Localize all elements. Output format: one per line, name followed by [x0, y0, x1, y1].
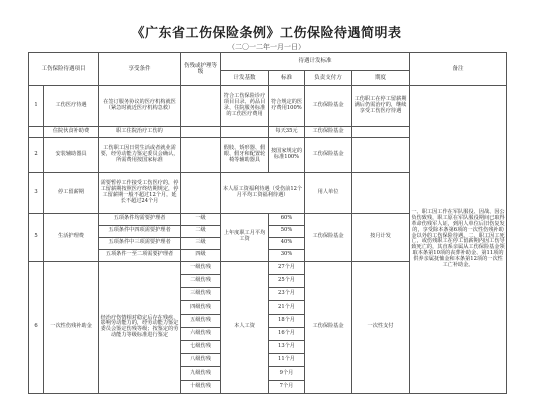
disability-grade: 五级伤残	[181, 314, 221, 327]
benefit-payer: 工伤保险基金	[305, 213, 352, 261]
care-condition: 五项条件均需要护理者	[99, 213, 181, 225]
document-title: 《广东省工伤保险条例》工伤保险待遇简明表	[131, 26, 402, 41]
benefit-rate: 按国家规定的标准100%	[269, 137, 305, 172]
remarks-text: 一、职工因工作在军队服役、因战、因公负伤致残，职工原在军队服役期间已取得革命伤残军人证，到用人单位后旧伤复发的，享受除本条第6项的一次性伤残补助金以外的工伤保险待遇。二、职工因工死亡，或伤残职工在停工留薪期内因工伤导致死亡的，其直系亲属从工伤保险基金领取本条第10项的丧葬补助金、第11项的供养亲属抚恤金和本条第12项的一次性工亡补助金。	[410, 85, 507, 393]
benefit-condition: 需要暂停工作接受工伤医疗的，停工留薪期按照医疗终结期规定，停工留薪期一般不超过12个月，延长不超过24个月	[99, 172, 181, 213]
benefit-condition: 工伤职工因日常生活或者就业需要，经劳动能力鉴定委员会确认，所需费用按国家标准	[99, 137, 181, 172]
benefit-period	[352, 126, 410, 137]
benefit-item: 停工留薪期	[44, 172, 99, 213]
care-grade: 二级	[181, 225, 221, 237]
header-item: 工伤保险待遇项目	[29, 53, 99, 86]
care-grade: 三级	[181, 237, 221, 249]
table-row	[29, 85, 507, 126]
disability-rate: 23个月	[269, 288, 305, 301]
header-period: 期度	[352, 70, 410, 85]
benefit-period: 工伤职工在停工留薪期满后仍需治疗的，继续享受工伤医疗待遇	[352, 85, 410, 126]
benefit-condition: 职工住院治疗工伤的	[99, 126, 181, 137]
benefit-rate: 符合规定的医疗费用100%	[269, 85, 305, 126]
care-rate: 30%	[269, 249, 305, 261]
disability-grade: 七级伤残	[181, 341, 221, 354]
document-date: （二〇一二年一月一日）	[228, 43, 305, 51]
disability-rate: 13个月	[269, 341, 305, 354]
header-conditions: 享受条件	[99, 53, 181, 86]
benefit-rate: 每天35元	[269, 126, 305, 137]
disability-rate: 27个月	[269, 261, 305, 274]
care-rate: 50%	[269, 225, 305, 237]
row-number	[29, 126, 44, 137]
disability-rate: 7个月	[269, 380, 305, 393]
disability-grade: 六级伤残	[181, 327, 221, 340]
benefit-payer: 工伤保险基金	[305, 85, 352, 126]
row-number: 1	[29, 85, 44, 126]
table-body	[29, 53, 507, 394]
benefit-payer: 工伤保险基金	[305, 261, 352, 393]
benefit-item: 住院伙食补助费	[44, 126, 99, 137]
disability-grade: 四级伤残	[181, 301, 221, 314]
benefit-base: 符合工伤保险诊疗项目目录、药品目录、住院服务标准的工伤医疗费用	[221, 85, 269, 126]
disability-rate: 9个月	[269, 367, 305, 380]
header-rate: 标准	[269, 70, 305, 85]
benefit-base: 本人工资	[221, 261, 269, 393]
benefit-grade	[181, 137, 221, 172]
benefit-period	[352, 172, 410, 213]
benefit-item: 一次性伤残补助金	[44, 261, 99, 393]
benefit-condition: 经治疗伤情相对稳定后存在残疾，影响劳动能力的，经劳动能力鉴定委员会鉴定伤残等级；按鉴定的劳动能力等级标准进行鉴定	[99, 261, 181, 393]
benefit-payer: 工伤保险基金	[305, 126, 352, 137]
benefits-table	[28, 52, 507, 394]
benefit-item: 工伤医疗待遇	[44, 85, 99, 126]
care-condition: 五项条件中三项需要护理者	[99, 237, 181, 249]
care-condition: 五项条件中四项需要护理者	[99, 225, 181, 237]
benefit-grade	[181, 126, 221, 137]
row-number: 2	[29, 137, 44, 172]
care-rate: 60%	[269, 213, 305, 225]
header-standard-group: 待遇计发标准	[221, 53, 410, 71]
header-payer: 负责支付方	[305, 70, 352, 85]
row-number: 6	[29, 261, 44, 393]
header-remarks: 备注	[410, 53, 507, 86]
disability-grade: 九级伤残	[181, 367, 221, 380]
care-grade: 一级	[181, 213, 221, 225]
header-base: 计发基数	[221, 70, 269, 85]
disability-grade: 十级伤残	[181, 380, 221, 393]
disability-grade: 二级伤残	[181, 275, 221, 288]
row-number: 3	[29, 172, 44, 213]
disability-rate: 16个月	[269, 327, 305, 340]
disability-rate: 11个月	[269, 354, 305, 367]
care-grade: 四级	[181, 249, 221, 261]
benefit-period: 按月计发	[352, 213, 410, 261]
benefit-period: 一次性支付	[352, 261, 410, 393]
benefit-base: 上年度职工月平均工资	[221, 213, 269, 261]
benefit-grade	[181, 172, 221, 213]
benefit-base: 本人原工资福利待遇（受伤前12个月平均工资福利待遇）	[221, 172, 305, 213]
benefit-item: 安装辅助器具	[44, 137, 99, 172]
disability-grade: 一级伤残	[181, 261, 221, 274]
benefit-payer: 工伤保险基金	[305, 137, 352, 172]
benefit-condition: 在签订服务协议的医疗机构就医（紧急时就近医疗机构急救）	[99, 85, 181, 126]
disability-grade: 三级伤残	[181, 288, 221, 301]
care-rate: 40%	[269, 237, 305, 249]
benefit-grade	[181, 85, 221, 126]
disability-rate: 25个月	[269, 275, 305, 288]
benefit-base	[221, 126, 269, 137]
disability-rate: 18个月	[269, 314, 305, 327]
care-condition: 五项条件一至二项需要护理者	[99, 249, 181, 261]
row-number: 5	[29, 213, 44, 261]
disability-grade: 八级伤残	[181, 354, 221, 367]
benefit-payer: 用人单位	[305, 172, 352, 213]
disability-rate: 21个月	[269, 301, 305, 314]
table-row	[29, 53, 507, 71]
header-grade: 伤残或护理等级	[181, 53, 221, 86]
benefit-base: 假肢、矫形器、假眼、假牙和配置轮椅等辅助器具	[221, 137, 269, 172]
benefit-period	[352, 137, 410, 172]
benefit-item: 生活护理费	[44, 213, 99, 261]
